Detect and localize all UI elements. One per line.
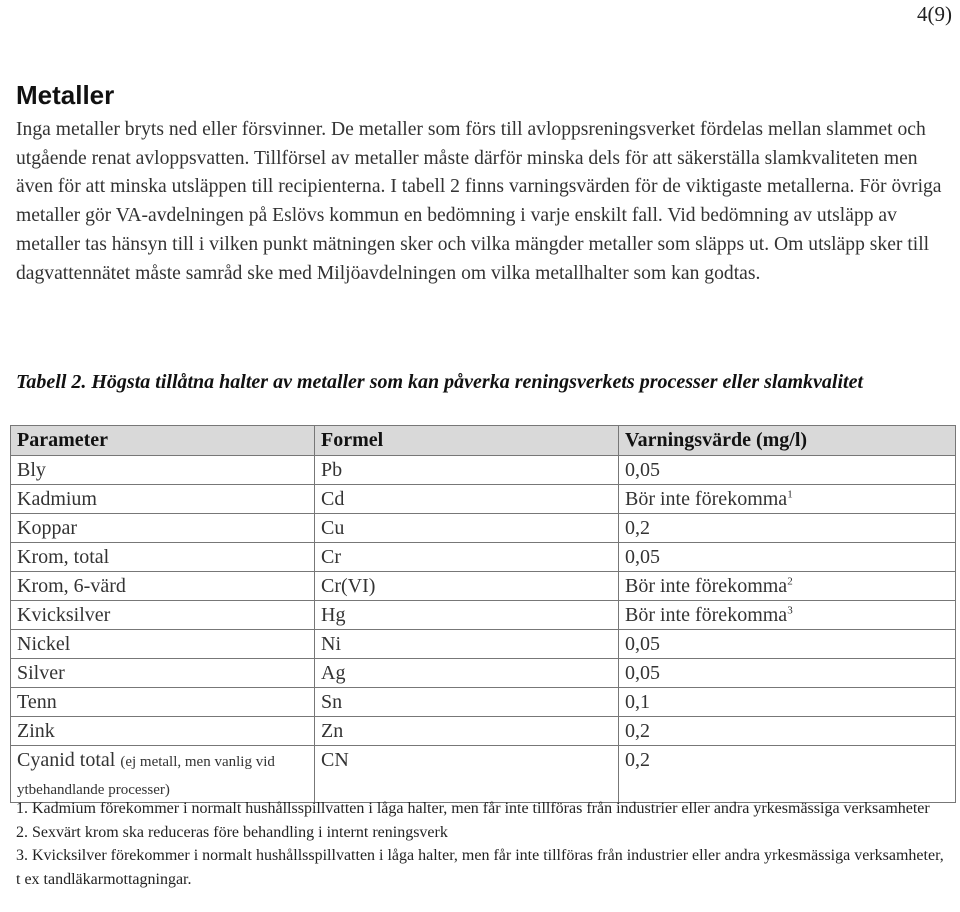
footnotes <box>16 797 946 891</box>
cell-value <box>619 601 956 630</box>
table-row <box>11 601 956 630</box>
table-row <box>11 572 956 601</box>
cell-value <box>619 688 956 717</box>
footnote-3: 3. Kvicksilver förekommer i normalt hushållsspillvatten i låga halter, men får inte tillföras från industrier eller andra yrkesmässiga verksamheter, t ex tandläkarmottagningar. <box>16 847 944 888</box>
value-text: 0,05 <box>625 546 660 568</box>
cell-formula: Cr <box>315 543 619 572</box>
cell-parameter: Tenn <box>11 688 315 717</box>
table-row <box>11 485 956 514</box>
cell-parameter: Krom, 6-värd <box>11 572 315 601</box>
table-row <box>11 659 956 688</box>
cell-formula: Zn <box>315 717 619 746</box>
page-number: 4(9) <box>917 2 952 26</box>
cell-value <box>619 456 956 485</box>
cell-parameter: Nickel <box>11 630 315 659</box>
cell-parameter: Kadmium <box>11 485 315 514</box>
cell-value <box>619 659 956 688</box>
cell-value <box>619 630 956 659</box>
cell-parameter: Silver <box>11 659 315 688</box>
cell-parameter: Bly <box>11 456 315 485</box>
cell-parameter: Krom, total <box>11 543 315 572</box>
cell-value <box>619 485 956 514</box>
cell-value <box>619 514 956 543</box>
cell-formula: Sn <box>315 688 619 717</box>
parameter-text: Cyanid total <box>17 749 116 771</box>
table-row <box>11 746 956 803</box>
value-text: 0,1 <box>625 691 650 713</box>
cell-parameter: Zink <box>11 717 315 746</box>
table-row <box>11 514 956 543</box>
cell-formula: Ni <box>315 630 619 659</box>
footnote-ref: 3 <box>787 604 793 617</box>
parameter-note: (ej metall, men vanlig vid ytbehandlande processer) <box>17 754 275 798</box>
table-header-row <box>11 426 956 456</box>
value-text: 0,2 <box>625 720 650 742</box>
cell-formula: Cu <box>315 514 619 543</box>
cell-parameter <box>11 746 315 803</box>
section-heading: Metaller <box>16 80 115 110</box>
intro-paragraph: Inga metaller bryts ned eller försvinner. De metaller som förs till avloppsreningsverket fördelas mellan slammet och utgående renat avloppsvatten. Tillförsel av metaller måste därför minska dels för att säkerställa slamkvaliteten men även för att minska utsläppen till recipienterna. I tabell 2 finns varningsvärden för de viktigaste metallerna. För övriga metaller gör VA-avdelningen på Eslövs kommun en bedömning i varje enskilt fall. Vid bedömning av utsläpp av metaller tas hänsyn till i vilken punkt mätningen sker och vilka mängder metaller som släpps ut. Om utsläpp sker till dagvattennätet måste samråd ske med Miljöavdelningen om vilka metallhalter som kan godtas. <box>16 119 942 284</box>
cell-parameter: Koppar <box>11 514 315 543</box>
cell-value: 0,2 <box>619 746 956 803</box>
table-row <box>11 630 956 659</box>
cell-formula: Hg <box>315 601 619 630</box>
cell-formula: CN <box>315 746 619 803</box>
value-text: 0,05 <box>625 662 660 684</box>
header-warning-value: Varningsvärde (mg/l) <box>619 426 956 456</box>
value-text: Bör inte förekomma <box>625 575 788 597</box>
header-parameter: Parameter <box>11 426 315 456</box>
cell-value <box>619 572 956 601</box>
value-text: 0,2 <box>625 517 650 539</box>
table-row <box>11 717 956 746</box>
cell-value <box>619 543 956 572</box>
table-row <box>11 543 956 572</box>
cell-formula: Ag <box>315 659 619 688</box>
value-text: Bör inte förekomma <box>625 604 788 626</box>
value-text: 0,05 <box>625 633 660 655</box>
footnote-ref: 2 <box>787 575 793 588</box>
metals-table <box>10 425 956 803</box>
value-text: 0,05 <box>625 459 660 481</box>
footnote-ref: 1 <box>787 488 793 501</box>
table-row <box>11 456 956 485</box>
footnote-1: 1. Kadmium förekommer i normalt hushållsspillvatten i låga halter, men får inte tillföras från industrier eller andra yrkesmässiga verksamheter <box>16 800 930 817</box>
footnote-2: 2. Sexvärt krom ska reduceras före behandling i internt reningsverk <box>16 823 448 841</box>
cell-value <box>619 717 956 746</box>
table-caption: Tabell 2. Högsta tillåtna halter av metaller som kan påverka reningsverkets processer eller slamkvalitet <box>16 371 864 393</box>
header-formula: Formel <box>315 426 619 456</box>
cell-parameter: Kvicksilver <box>11 601 315 630</box>
cell-formula: Pb <box>315 456 619 485</box>
cell-formula: Cd <box>315 485 619 514</box>
cell-formula: Cr(VI) <box>315 572 619 601</box>
table-row <box>11 688 956 717</box>
value-text: Bör inte förekomma <box>625 488 788 510</box>
